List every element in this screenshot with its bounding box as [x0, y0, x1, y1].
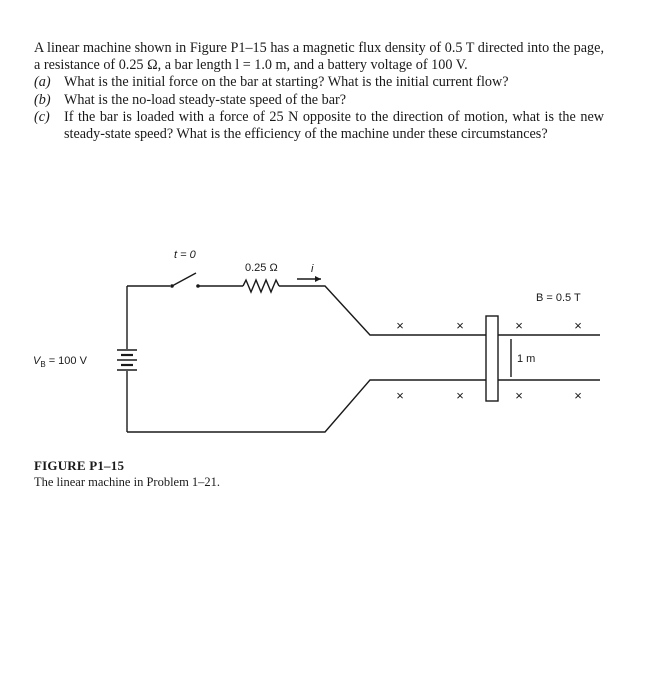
figure-caption-text: The linear machine in Problem 1–21.	[34, 475, 221, 489]
field-marker: ×	[515, 318, 523, 333]
resistor-symbol	[243, 280, 279, 292]
part-c-text: If the bar is loaded with a force of 25 N opposite to the direction of motion, what is the new steady-state speed? What is the efficiency of the machine under these circumstances?	[64, 108, 604, 143]
field-marker: ×	[396, 388, 404, 403]
bar-length-label: 1 m	[517, 353, 536, 365]
part-b-label: (b)	[34, 91, 51, 108]
problem-statement: A linear machine shown in Figure P1–15 has a magnetic flux density of 0.5 T directed into the page, a resistance of 0.25 Ω, a bar length l = 1.0 m, and a battery voltage of 100 V.	[34, 40, 604, 74]
switch-label: t = 0	[174, 249, 196, 261]
part-c-label: (c)	[34, 108, 50, 125]
part-b-text: What is the no-load steady-state speed of the bar?	[64, 91, 347, 108]
field-marker: ×	[456, 388, 464, 403]
field-marker: ×	[574, 318, 582, 333]
field-marker: ×	[396, 318, 404, 333]
field-marker: ×	[515, 388, 523, 403]
part-a-label: (a)	[34, 74, 51, 91]
bottom-rail	[127, 380, 600, 432]
current-arrow-head	[315, 276, 321, 282]
switch-contact-left	[170, 284, 174, 288]
current-label: i	[311, 263, 314, 275]
switch-contact-right	[196, 284, 200, 288]
field-label: B = 0.5 T	[536, 292, 581, 304]
figure-caption	[34, 458, 220, 490]
battery-symbol	[117, 350, 137, 370]
field-marker: ×	[456, 318, 464, 333]
moving-bar	[486, 316, 498, 401]
field-marker: ×	[574, 388, 582, 403]
switch-blade	[172, 273, 196, 286]
part-a-text: What is the initial force on the bar at starting? What is the initial current flow?	[64, 74, 509, 91]
resistor-label: 0.25 Ω	[245, 262, 278, 274]
battery-label: $V_B = 100$ V	[33, 355, 87, 369]
figure-number: FIGURE P1–15	[34, 458, 125, 473]
